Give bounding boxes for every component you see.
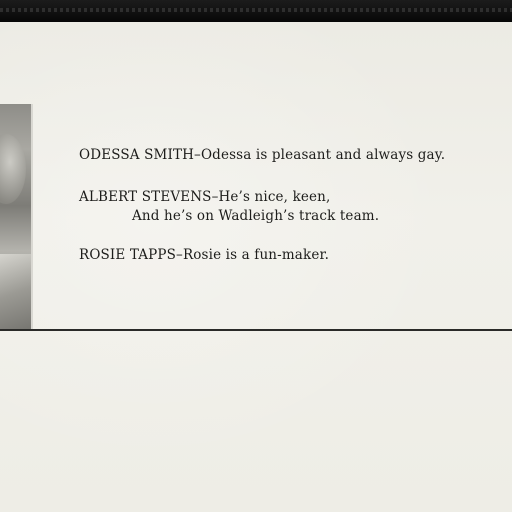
photo-edge	[31, 104, 33, 330]
entry-line-continued	[79, 207, 379, 226]
name-separator: –	[194, 147, 201, 163]
entry-odessa-smith	[79, 146, 445, 165]
entry-text: Rosie is a fun-maker.	[182, 247, 330, 263]
entry-line	[79, 146, 445, 165]
entry-text: Odessa is pleasant and always gay.	[200, 147, 446, 163]
entry-albert-stevens	[79, 188, 379, 226]
student-name: ROSIE TAPPS	[79, 247, 177, 263]
entry-rosie-tapps	[79, 246, 329, 265]
entry-text: He’s nice, keen,	[218, 189, 331, 205]
horizontal-rule	[0, 329, 512, 331]
name-separator: –	[211, 189, 219, 205]
binding-stitch	[0, 8, 512, 12]
entry-line	[79, 246, 329, 265]
entry-line	[79, 188, 379, 207]
paper-sheet	[0, 22, 512, 512]
entry-text: And he’s on Wadleigh’s track team.	[132, 208, 380, 224]
name-separator: –	[176, 247, 183, 263]
portrait-face	[0, 134, 26, 204]
portrait-photo	[0, 104, 33, 330]
book-binding	[0, 0, 512, 22]
portrait-shirt	[0, 254, 33, 330]
student-name: ALBERT STEVENS	[79, 189, 212, 205]
student-name: ODESSA SMITH	[79, 147, 195, 163]
